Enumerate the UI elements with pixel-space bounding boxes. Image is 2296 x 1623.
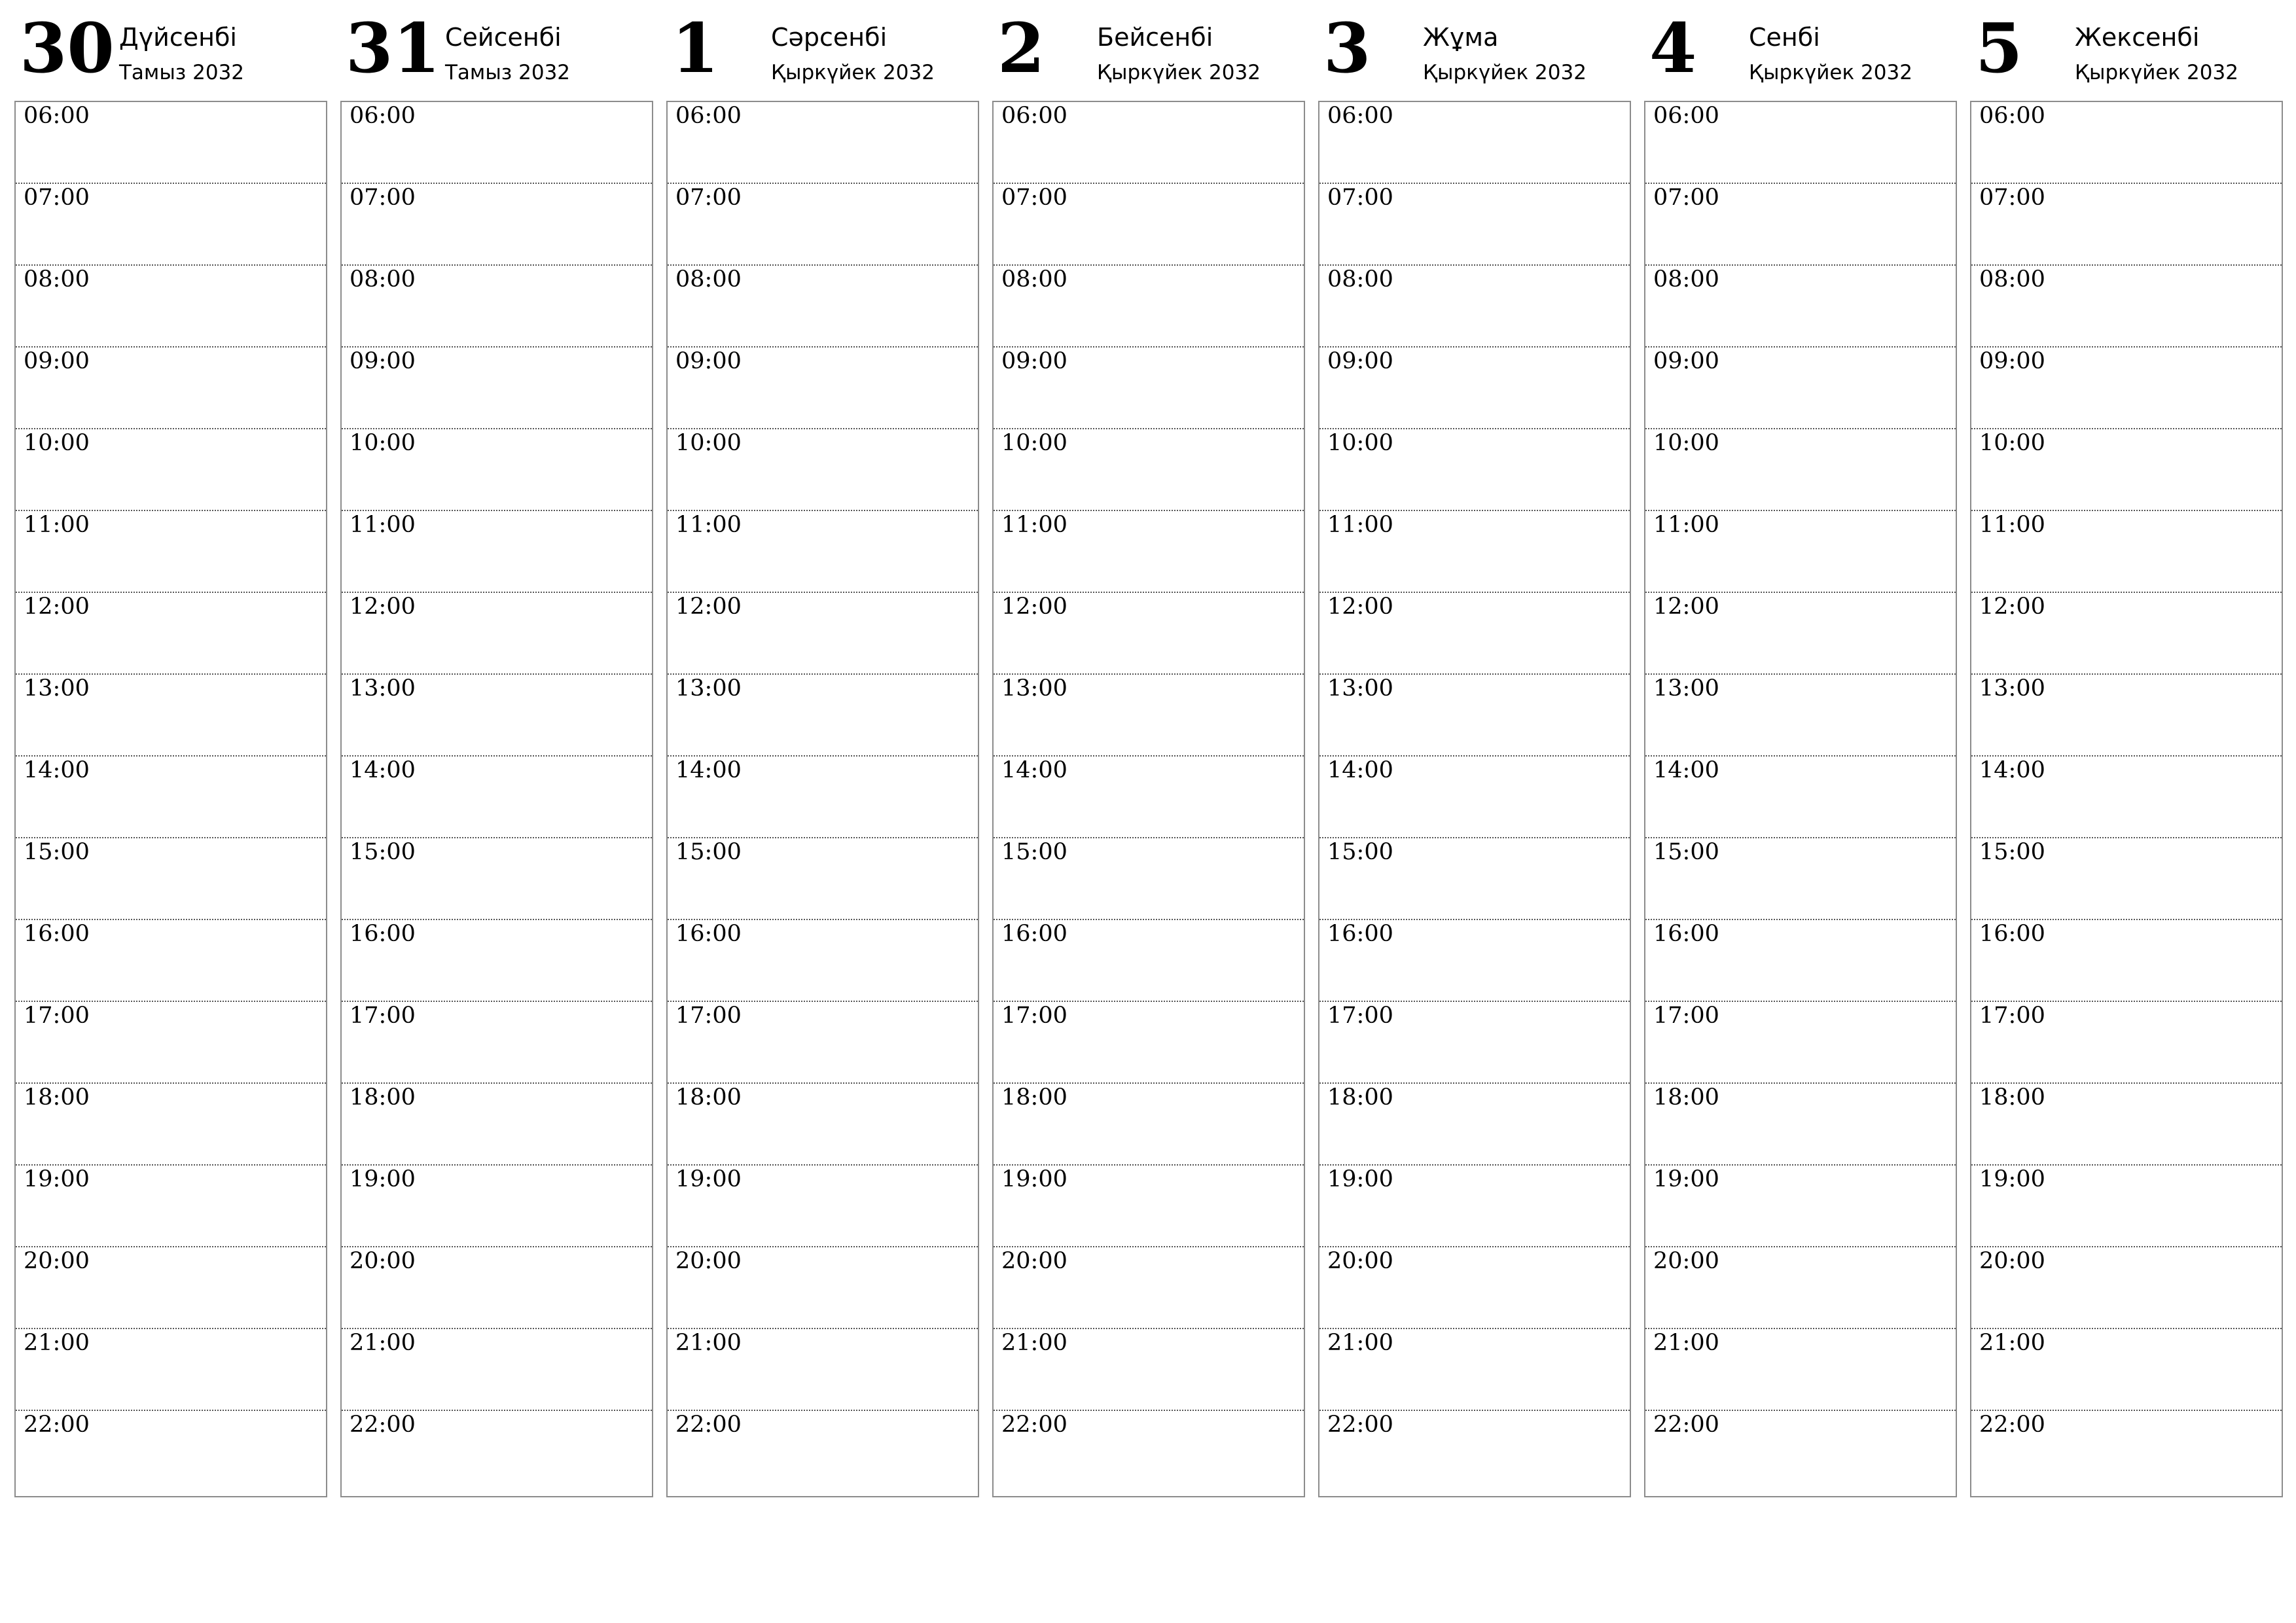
- time-slot[interactable]: [1645, 675, 1956, 757]
- time-slot[interactable]: [668, 920, 978, 1002]
- time-slot-label: 17:00: [1979, 1003, 2045, 1029]
- time-slot-label: 08:00: [1653, 266, 1719, 293]
- time-slot[interactable]: [1645, 593, 1956, 675]
- time-slot[interactable]: [342, 1329, 652, 1411]
- time-slot[interactable]: [16, 1329, 326, 1411]
- time-slot-label: 19:00: [350, 1166, 416, 1192]
- time-slot-label: 21:00: [1327, 1330, 1393, 1356]
- time-slot[interactable]: [1645, 1084, 1956, 1166]
- time-slot-label: 09:00: [1327, 348, 1393, 374]
- time-slot-label: 20:00: [24, 1248, 90, 1274]
- time-slot-label: 21:00: [1979, 1330, 2045, 1356]
- time-slot-label: 19:00: [1653, 1166, 1719, 1192]
- time-slot-label: 19:00: [1979, 1166, 2045, 1192]
- time-slot-label: 06:00: [1327, 103, 1393, 129]
- time-slot[interactable]: [1971, 1002, 2282, 1084]
- time-slot-label: 07:00: [1327, 185, 1393, 211]
- time-slot-label: 13:00: [24, 675, 90, 702]
- time-slot-label: 18:00: [1653, 1084, 1719, 1111]
- time-slot-label: 16:00: [1653, 921, 1719, 947]
- time-slot-label: 22:00: [350, 1412, 416, 1438]
- month-year: Тамыз 2032: [119, 61, 245, 84]
- time-slot-label: 18:00: [1001, 1084, 1067, 1111]
- time-slot-label: 13:00: [1327, 675, 1393, 702]
- day-name: Жұма: [1423, 23, 1499, 52]
- time-slot[interactable]: [994, 675, 1304, 757]
- time-slot[interactable]: [668, 1329, 978, 1411]
- time-slot-label: 22:00: [1979, 1412, 2045, 1438]
- time-slot[interactable]: [1971, 1166, 2282, 1247]
- time-slot[interactable]: [1971, 511, 2282, 593]
- time-slot[interactable]: [16, 675, 326, 757]
- time-slot-label: 10:00: [1001, 430, 1067, 456]
- day-header: [340, 0, 653, 98]
- time-slot[interactable]: [342, 429, 652, 511]
- time-slot-label: 20:00: [1327, 1248, 1393, 1274]
- time-slot-label: 17:00: [1327, 1003, 1393, 1029]
- time-slot[interactable]: [16, 429, 326, 511]
- time-slot[interactable]: [342, 920, 652, 1002]
- day-schedule-box: [1970, 101, 2283, 1497]
- time-slot-label: 15:00: [675, 839, 742, 865]
- time-slot-label: 18:00: [675, 1084, 742, 1111]
- time-slot-label: 07:00: [675, 185, 742, 211]
- time-slot-label: 10:00: [1653, 430, 1719, 456]
- time-slot-label: 18:00: [350, 1084, 416, 1111]
- time-slot[interactable]: [1971, 1084, 2282, 1166]
- time-slot-label: 21:00: [675, 1330, 742, 1356]
- time-slot[interactable]: [1645, 1247, 1956, 1329]
- time-slot-label: 17:00: [24, 1003, 90, 1029]
- time-slot-label: 07:00: [24, 185, 90, 211]
- time-slot[interactable]: [342, 511, 652, 593]
- time-slot[interactable]: [342, 1002, 652, 1084]
- time-slot[interactable]: [16, 838, 326, 920]
- time-slot-label: 13:00: [1001, 675, 1067, 702]
- day-name: Жексенбі: [2075, 23, 2200, 52]
- time-slot[interactable]: [994, 757, 1304, 838]
- time-slot[interactable]: [994, 920, 1304, 1002]
- time-slot[interactable]: [1645, 1002, 1956, 1084]
- time-slot-label: 12:00: [675, 594, 742, 620]
- day-schedule-box: [340, 101, 653, 1497]
- time-slot-label: 12:00: [1327, 594, 1393, 620]
- time-slot-label: 08:00: [1001, 266, 1067, 293]
- time-slot-label: 18:00: [1327, 1084, 1393, 1111]
- time-slot-label: 15:00: [350, 839, 416, 865]
- day-name: Сейсенбі: [445, 23, 562, 52]
- time-slot[interactable]: [668, 1411, 978, 1496]
- time-slot-label: 09:00: [1979, 348, 2045, 374]
- time-slot[interactable]: [16, 757, 326, 838]
- time-slot-label: 17:00: [1001, 1003, 1067, 1029]
- time-slot-label: 10:00: [1327, 430, 1393, 456]
- time-slot[interactable]: [1971, 348, 2282, 429]
- time-slot-label: 14:00: [675, 757, 742, 783]
- time-slot-label: 22:00: [24, 1412, 90, 1438]
- time-slot[interactable]: [1319, 511, 1630, 593]
- time-slot-label: 19:00: [1001, 1166, 1067, 1192]
- time-slot[interactable]: [16, 920, 326, 1002]
- time-slot-label: 15:00: [1653, 839, 1719, 865]
- time-slot[interactable]: [668, 838, 978, 920]
- time-slot-label: 15:00: [24, 839, 90, 865]
- time-slot[interactable]: [1319, 1247, 1630, 1329]
- time-slot-label: 11:00: [24, 512, 90, 538]
- time-slot-label: 15:00: [1001, 839, 1067, 865]
- day-number: 4: [1649, 8, 1697, 88]
- time-slot[interactable]: [1319, 757, 1630, 838]
- time-slot[interactable]: [342, 1247, 652, 1329]
- time-slot[interactable]: [668, 266, 978, 348]
- time-slot-label: 14:00: [350, 757, 416, 783]
- time-slot[interactable]: [1971, 920, 2282, 1002]
- day-schedule-box: [1644, 101, 1957, 1497]
- time-slot[interactable]: [342, 184, 652, 266]
- time-slot[interactable]: [1319, 1329, 1630, 1411]
- time-slot-label: 18:00: [1979, 1084, 2045, 1111]
- time-slot-label: 16:00: [1001, 921, 1067, 947]
- month-year: Қыркүйек 2032: [1749, 61, 1912, 84]
- month-year: Қыркүйек 2032: [771, 61, 935, 84]
- day-header: [14, 0, 327, 98]
- time-slot[interactable]: [1645, 757, 1956, 838]
- time-slot[interactable]: [1645, 184, 1956, 266]
- time-slot[interactable]: [1319, 266, 1630, 348]
- time-slot-label: 10:00: [350, 430, 416, 456]
- time-slot-label: 19:00: [675, 1166, 742, 1192]
- time-slot[interactable]: [668, 675, 978, 757]
- time-slot[interactable]: [1645, 1411, 1956, 1496]
- day-number: 1: [672, 8, 719, 88]
- time-slot-label: 09:00: [1653, 348, 1719, 374]
- time-slot-label: 12:00: [350, 594, 416, 620]
- time-slot[interactable]: [994, 838, 1304, 920]
- time-slot-label: 15:00: [1327, 839, 1393, 865]
- time-slot[interactable]: [1971, 675, 2282, 757]
- day-schedule-box: [14, 101, 327, 1497]
- time-slot-label: 07:00: [350, 185, 416, 211]
- time-slot[interactable]: [668, 757, 978, 838]
- time-slot[interactable]: [668, 1084, 978, 1166]
- time-slot[interactable]: [16, 102, 326, 184]
- time-slot[interactable]: [1971, 593, 2282, 675]
- day-schedule-box: [992, 101, 1305, 1497]
- time-slot[interactable]: [1319, 348, 1630, 429]
- time-slot-label: 06:00: [1653, 103, 1719, 129]
- time-slot[interactable]: [342, 1166, 652, 1247]
- time-slot[interactable]: [1971, 1411, 2282, 1496]
- time-slot-label: 14:00: [24, 757, 90, 783]
- time-slot[interactable]: [1971, 757, 2282, 838]
- time-slot[interactable]: [342, 593, 652, 675]
- time-slot-label: 16:00: [1327, 921, 1393, 947]
- time-slot[interactable]: [1319, 1166, 1630, 1247]
- day-name: Бейсенбі: [1097, 23, 1213, 52]
- time-slot[interactable]: [342, 266, 652, 348]
- time-slot[interactable]: [668, 429, 978, 511]
- time-slot[interactable]: [16, 593, 326, 675]
- time-slot[interactable]: [994, 348, 1304, 429]
- time-slot[interactable]: [342, 102, 652, 184]
- time-slot-label: 10:00: [1979, 430, 2045, 456]
- day-name: Сәрсенбі: [771, 23, 888, 52]
- time-slot[interactable]: [668, 184, 978, 266]
- time-slot[interactable]: [1645, 511, 1956, 593]
- time-slot[interactable]: [16, 1411, 326, 1496]
- time-slot-label: 20:00: [1979, 1248, 2045, 1274]
- day-number: 3: [1323, 8, 1371, 88]
- day-schedule-box: [666, 101, 979, 1497]
- time-slot-label: 22:00: [1327, 1412, 1393, 1438]
- time-slot[interactable]: [994, 1247, 1304, 1329]
- time-slot-label: 20:00: [675, 1248, 742, 1274]
- time-slot-label: 21:00: [1653, 1330, 1719, 1356]
- time-slot-label: 08:00: [350, 266, 416, 293]
- time-slot-label: 22:00: [675, 1412, 742, 1438]
- time-slot-label: 12:00: [1001, 594, 1067, 620]
- time-slot-label: 08:00: [1979, 266, 2045, 293]
- time-slot-label: 14:00: [1653, 757, 1719, 783]
- time-slot-label: 21:00: [350, 1330, 416, 1356]
- time-slot-label: 14:00: [1327, 757, 1393, 783]
- time-slot-label: 10:00: [24, 430, 90, 456]
- time-slot-label: 09:00: [675, 348, 742, 374]
- day-header: [1970, 0, 2283, 98]
- time-slot[interactable]: [16, 348, 326, 429]
- time-slot-label: 10:00: [675, 430, 742, 456]
- time-slot-label: 13:00: [350, 675, 416, 702]
- day-schedule-box: [1318, 101, 1631, 1497]
- time-slot-label: 13:00: [1979, 675, 2045, 702]
- time-slot[interactable]: [1971, 184, 2282, 266]
- time-slot[interactable]: [16, 266, 326, 348]
- time-slot[interactable]: [994, 429, 1304, 511]
- time-slot-label: 11:00: [1001, 512, 1067, 538]
- time-slot-label: 07:00: [1001, 185, 1067, 211]
- time-slot-label: 20:00: [1653, 1248, 1719, 1274]
- time-slot[interactable]: [668, 348, 978, 429]
- day-header: [992, 0, 1305, 98]
- time-slot[interactable]: [1319, 838, 1630, 920]
- time-slot[interactable]: [994, 102, 1304, 184]
- time-slot[interactable]: [16, 1084, 326, 1166]
- time-slot-label: 09:00: [24, 348, 90, 374]
- time-slot-label: 08:00: [24, 266, 90, 293]
- time-slot-label: 16:00: [675, 921, 742, 947]
- time-slot-label: 16:00: [350, 921, 416, 947]
- time-slot[interactable]: [1971, 102, 2282, 184]
- time-slot[interactable]: [1319, 1411, 1630, 1496]
- time-slot[interactable]: [1971, 429, 2282, 511]
- time-slot-label: 16:00: [24, 921, 90, 947]
- time-slot[interactable]: [342, 348, 652, 429]
- time-slot-label: 18:00: [24, 1084, 90, 1111]
- time-slot[interactable]: [1319, 1084, 1630, 1166]
- time-slot[interactable]: [1971, 1247, 2282, 1329]
- day-name: Сенбі: [1749, 23, 1820, 52]
- time-slot-label: 21:00: [1001, 1330, 1067, 1356]
- time-slot-label: 06:00: [1979, 103, 2045, 129]
- time-slot-label: 12:00: [1979, 594, 2045, 620]
- day-number: 30: [20, 8, 115, 88]
- time-slot-label: 22:00: [1653, 1412, 1719, 1438]
- time-slot[interactable]: [994, 1084, 1304, 1166]
- time-slot[interactable]: [1319, 429, 1630, 511]
- time-slot-label: 14:00: [1979, 757, 2045, 783]
- time-slot[interactable]: [1971, 838, 2282, 920]
- time-slot[interactable]: [1645, 1166, 1956, 1247]
- time-slot-label: 09:00: [350, 348, 416, 374]
- time-slot[interactable]: [342, 757, 652, 838]
- time-slot[interactable]: [668, 593, 978, 675]
- time-slot-label: 06:00: [350, 103, 416, 129]
- time-slot[interactable]: [16, 184, 326, 266]
- time-slot-label: 06:00: [24, 103, 90, 129]
- time-slot-label: 19:00: [24, 1166, 90, 1192]
- time-slot[interactable]: [1645, 102, 1956, 184]
- time-slot[interactable]: [994, 593, 1304, 675]
- time-slot[interactable]: [994, 1411, 1304, 1496]
- time-slot[interactable]: [668, 511, 978, 593]
- month-year: Қыркүйек 2032: [2075, 61, 2238, 84]
- time-slot-label: 20:00: [1001, 1248, 1067, 1274]
- time-slot-label: 15:00: [1979, 839, 2045, 865]
- day-number: 5: [1975, 8, 2023, 88]
- month-year: Қыркүйек 2032: [1097, 61, 1261, 84]
- time-slot[interactable]: [1645, 266, 1956, 348]
- day-header: [666, 0, 979, 98]
- time-slot-label: 21:00: [24, 1330, 90, 1356]
- time-slot[interactable]: [668, 1002, 978, 1084]
- time-slot-label: 17:00: [675, 1003, 742, 1029]
- time-slot-label: 06:00: [1001, 103, 1067, 129]
- time-slot-label: 14:00: [1001, 757, 1067, 783]
- time-slot-label: 09:00: [1001, 348, 1067, 374]
- time-slot-label: 07:00: [1979, 185, 2045, 211]
- time-slot[interactable]: [668, 1247, 978, 1329]
- time-slot[interactable]: [16, 1002, 326, 1084]
- time-slot[interactable]: [1319, 184, 1630, 266]
- day-number: 31: [346, 8, 440, 88]
- time-slot[interactable]: [16, 1166, 326, 1247]
- time-slot[interactable]: [1319, 102, 1630, 184]
- time-slot-label: 11:00: [1979, 512, 2045, 538]
- time-slot[interactable]: [1319, 1002, 1630, 1084]
- time-slot[interactable]: [1645, 1329, 1956, 1411]
- time-slot-label: 22:00: [1001, 1412, 1067, 1438]
- time-slot-label: 16:00: [1979, 921, 2045, 947]
- time-slot[interactable]: [1319, 920, 1630, 1002]
- time-slot[interactable]: [994, 1329, 1304, 1411]
- time-slot-label: 17:00: [1653, 1003, 1719, 1029]
- time-slot-label: 08:00: [1327, 266, 1393, 293]
- day-number: 2: [997, 8, 1045, 88]
- time-slot[interactable]: [668, 1166, 978, 1247]
- time-slot-label: 19:00: [1327, 1166, 1393, 1192]
- time-slot[interactable]: [1645, 429, 1956, 511]
- day-header: [1644, 0, 1957, 98]
- time-slot-label: 17:00: [350, 1003, 416, 1029]
- month-year: Қыркүйек 2032: [1423, 61, 1587, 84]
- time-slot[interactable]: [342, 1084, 652, 1166]
- time-slot-label: 11:00: [1653, 512, 1719, 538]
- time-slot[interactable]: [1971, 266, 2282, 348]
- time-slot-label: 11:00: [675, 512, 742, 538]
- time-slot-label: 12:00: [1653, 594, 1719, 620]
- time-slot[interactable]: [1645, 838, 1956, 920]
- time-slot-label: 13:00: [675, 675, 742, 702]
- time-slot[interactable]: [342, 838, 652, 920]
- time-slot[interactable]: [994, 184, 1304, 266]
- time-slot[interactable]: [1971, 1329, 2282, 1411]
- time-slot-label: 20:00: [350, 1248, 416, 1274]
- time-slot[interactable]: [1319, 593, 1630, 675]
- time-slot[interactable]: [994, 511, 1304, 593]
- day-name: Дүйсенбі: [119, 23, 237, 52]
- time-slot-label: 11:00: [350, 512, 416, 538]
- time-slot[interactable]: [342, 675, 652, 757]
- time-slot-label: 06:00: [675, 103, 742, 129]
- time-slot-label: 08:00: [675, 266, 742, 293]
- time-slot[interactable]: [16, 511, 326, 593]
- time-slot[interactable]: [1645, 920, 1956, 1002]
- time-slot[interactable]: [994, 266, 1304, 348]
- time-slot-label: 13:00: [1653, 675, 1719, 702]
- time-slot-label: 07:00: [1653, 185, 1719, 211]
- time-slot[interactable]: [994, 1002, 1304, 1084]
- month-year: Тамыз 2032: [445, 61, 571, 84]
- time-slot[interactable]: [1645, 348, 1956, 429]
- time-slot[interactable]: [1319, 675, 1630, 757]
- time-slot-label: 11:00: [1327, 512, 1393, 538]
- time-slot-label: 12:00: [24, 594, 90, 620]
- time-slot[interactable]: [342, 1411, 652, 1496]
- time-slot[interactable]: [668, 102, 978, 184]
- day-header: [1318, 0, 1631, 98]
- time-slot[interactable]: [994, 1166, 1304, 1247]
- time-slot[interactable]: [16, 1247, 326, 1329]
